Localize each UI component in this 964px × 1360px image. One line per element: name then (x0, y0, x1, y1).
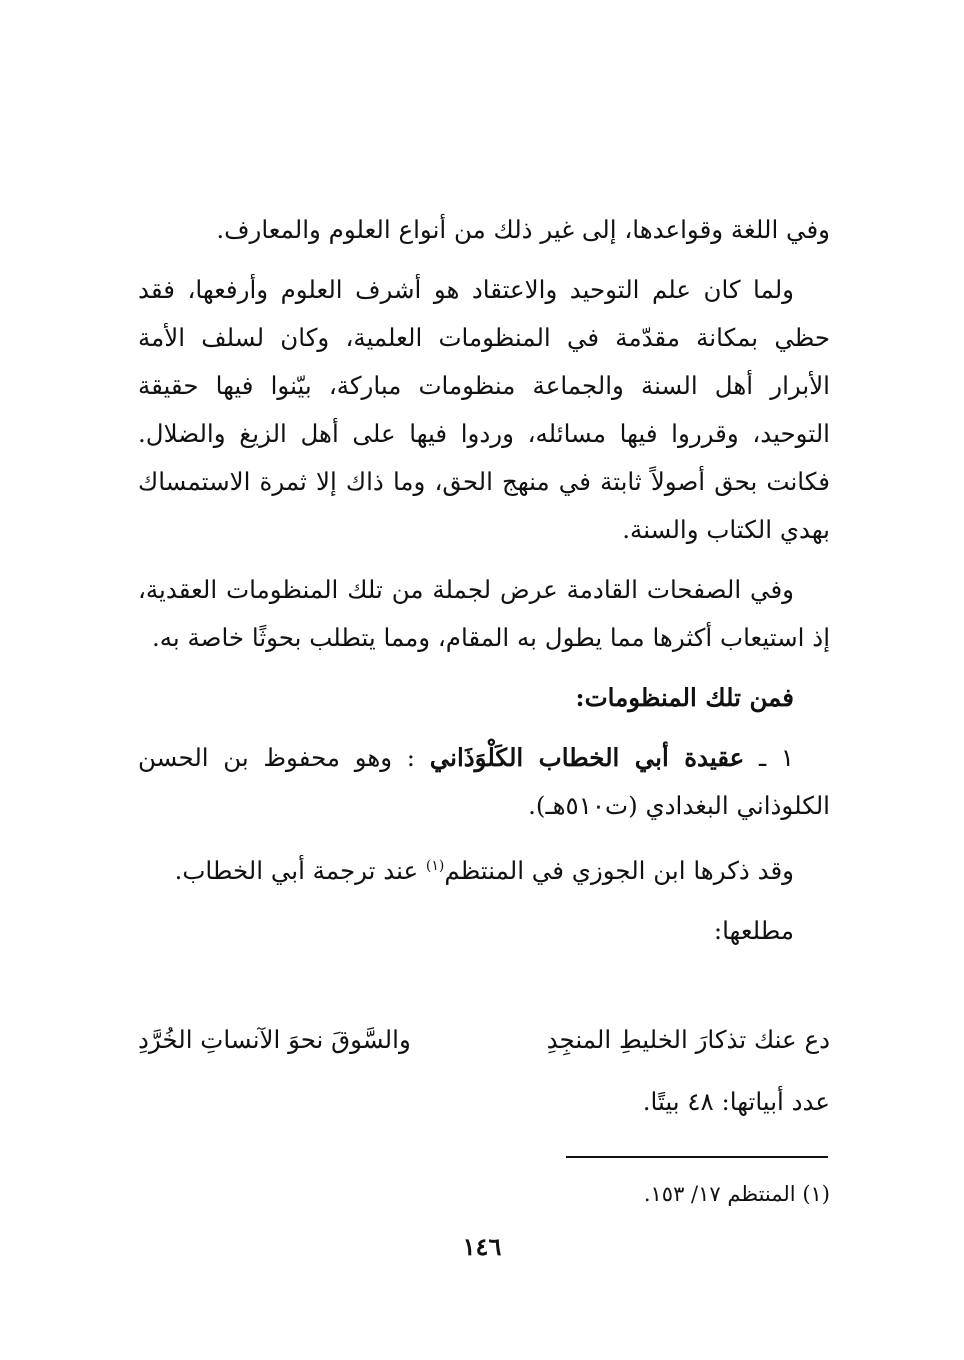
footnote-text: المنتظم ١٧/ ١٥٣. (643, 1182, 796, 1206)
item-1 (138, 734, 830, 830)
paragraph-upcoming-pages: وفي الصفحات القادمة عرض لجملة من تلك المنظومات العقدية، إذ استيعاب أكثرها مما يطول به المقام، ومما يتطلب بحوثًا خاصة به. (138, 575, 830, 652)
body-text (138, 206, 830, 955)
verse-first-hemistich: دع عنك تذكارَ الخليطِ المنجِدِ (546, 1025, 830, 1054)
count-block (138, 1078, 830, 1126)
mention-line (138, 842, 830, 895)
footnote-marker: (١) (802, 1182, 830, 1206)
section-heading: فمن تلك المنظومات: (575, 683, 794, 712)
verse-line (138, 1016, 830, 1064)
item-1-number: ١ ـ (758, 743, 794, 772)
footnote-separator (566, 1156, 828, 1158)
footnote-reference: (١) (425, 858, 445, 874)
verse-second-hemistich: والسَّوقَ نحوَ الآنساتِ الخُرَّدِ (138, 1025, 411, 1054)
item-1-title: عقيدة أبي الخطاب الكَلْوَذَاني (429, 743, 745, 772)
paragraph-tawhid: ولما كان علم التوحيد والاعتقاد هو أشرف العلوم وأرفعها، فقد حظي بمكانة مقدّمة في المنظومات العلمية، وكان لسلف الأمة الأبرار أهل السنة والجماعة منظومات مباركة، بيّنوا فيها حقيقة التوحيد، وقرروا فيها مسائله، وردوا فيها على أهل الزيغ والضلال. فكانت بحق أصولاً ثابتة في منهج الحق، وما ذاك إلا ثمرة الاستمساك بهدي الكتاب والسنة. (138, 275, 830, 544)
item-1-description: : وهو محفوظ بن الحسن الكلوذاني البغدادي (ت٥١٠هـ). (138, 743, 830, 820)
mention-text: وقد ذكرها ابن الجوزي في المنتظم (444, 856, 794, 886)
mention-text-after: عند ترجمة أبي الخطاب. (174, 856, 426, 886)
verse-count: عدد أبياتها: ٤٨ بيتًا. (642, 1087, 830, 1116)
page-number: ١٤٦ (462, 1232, 502, 1261)
opening-label: مطلعها: (713, 916, 794, 946)
footnote (400, 1176, 830, 1212)
paragraph-continuation: وفي اللغة وقواعدها، إلى غير ذلك من أنواع العلوم والمعارف. (216, 215, 830, 244)
